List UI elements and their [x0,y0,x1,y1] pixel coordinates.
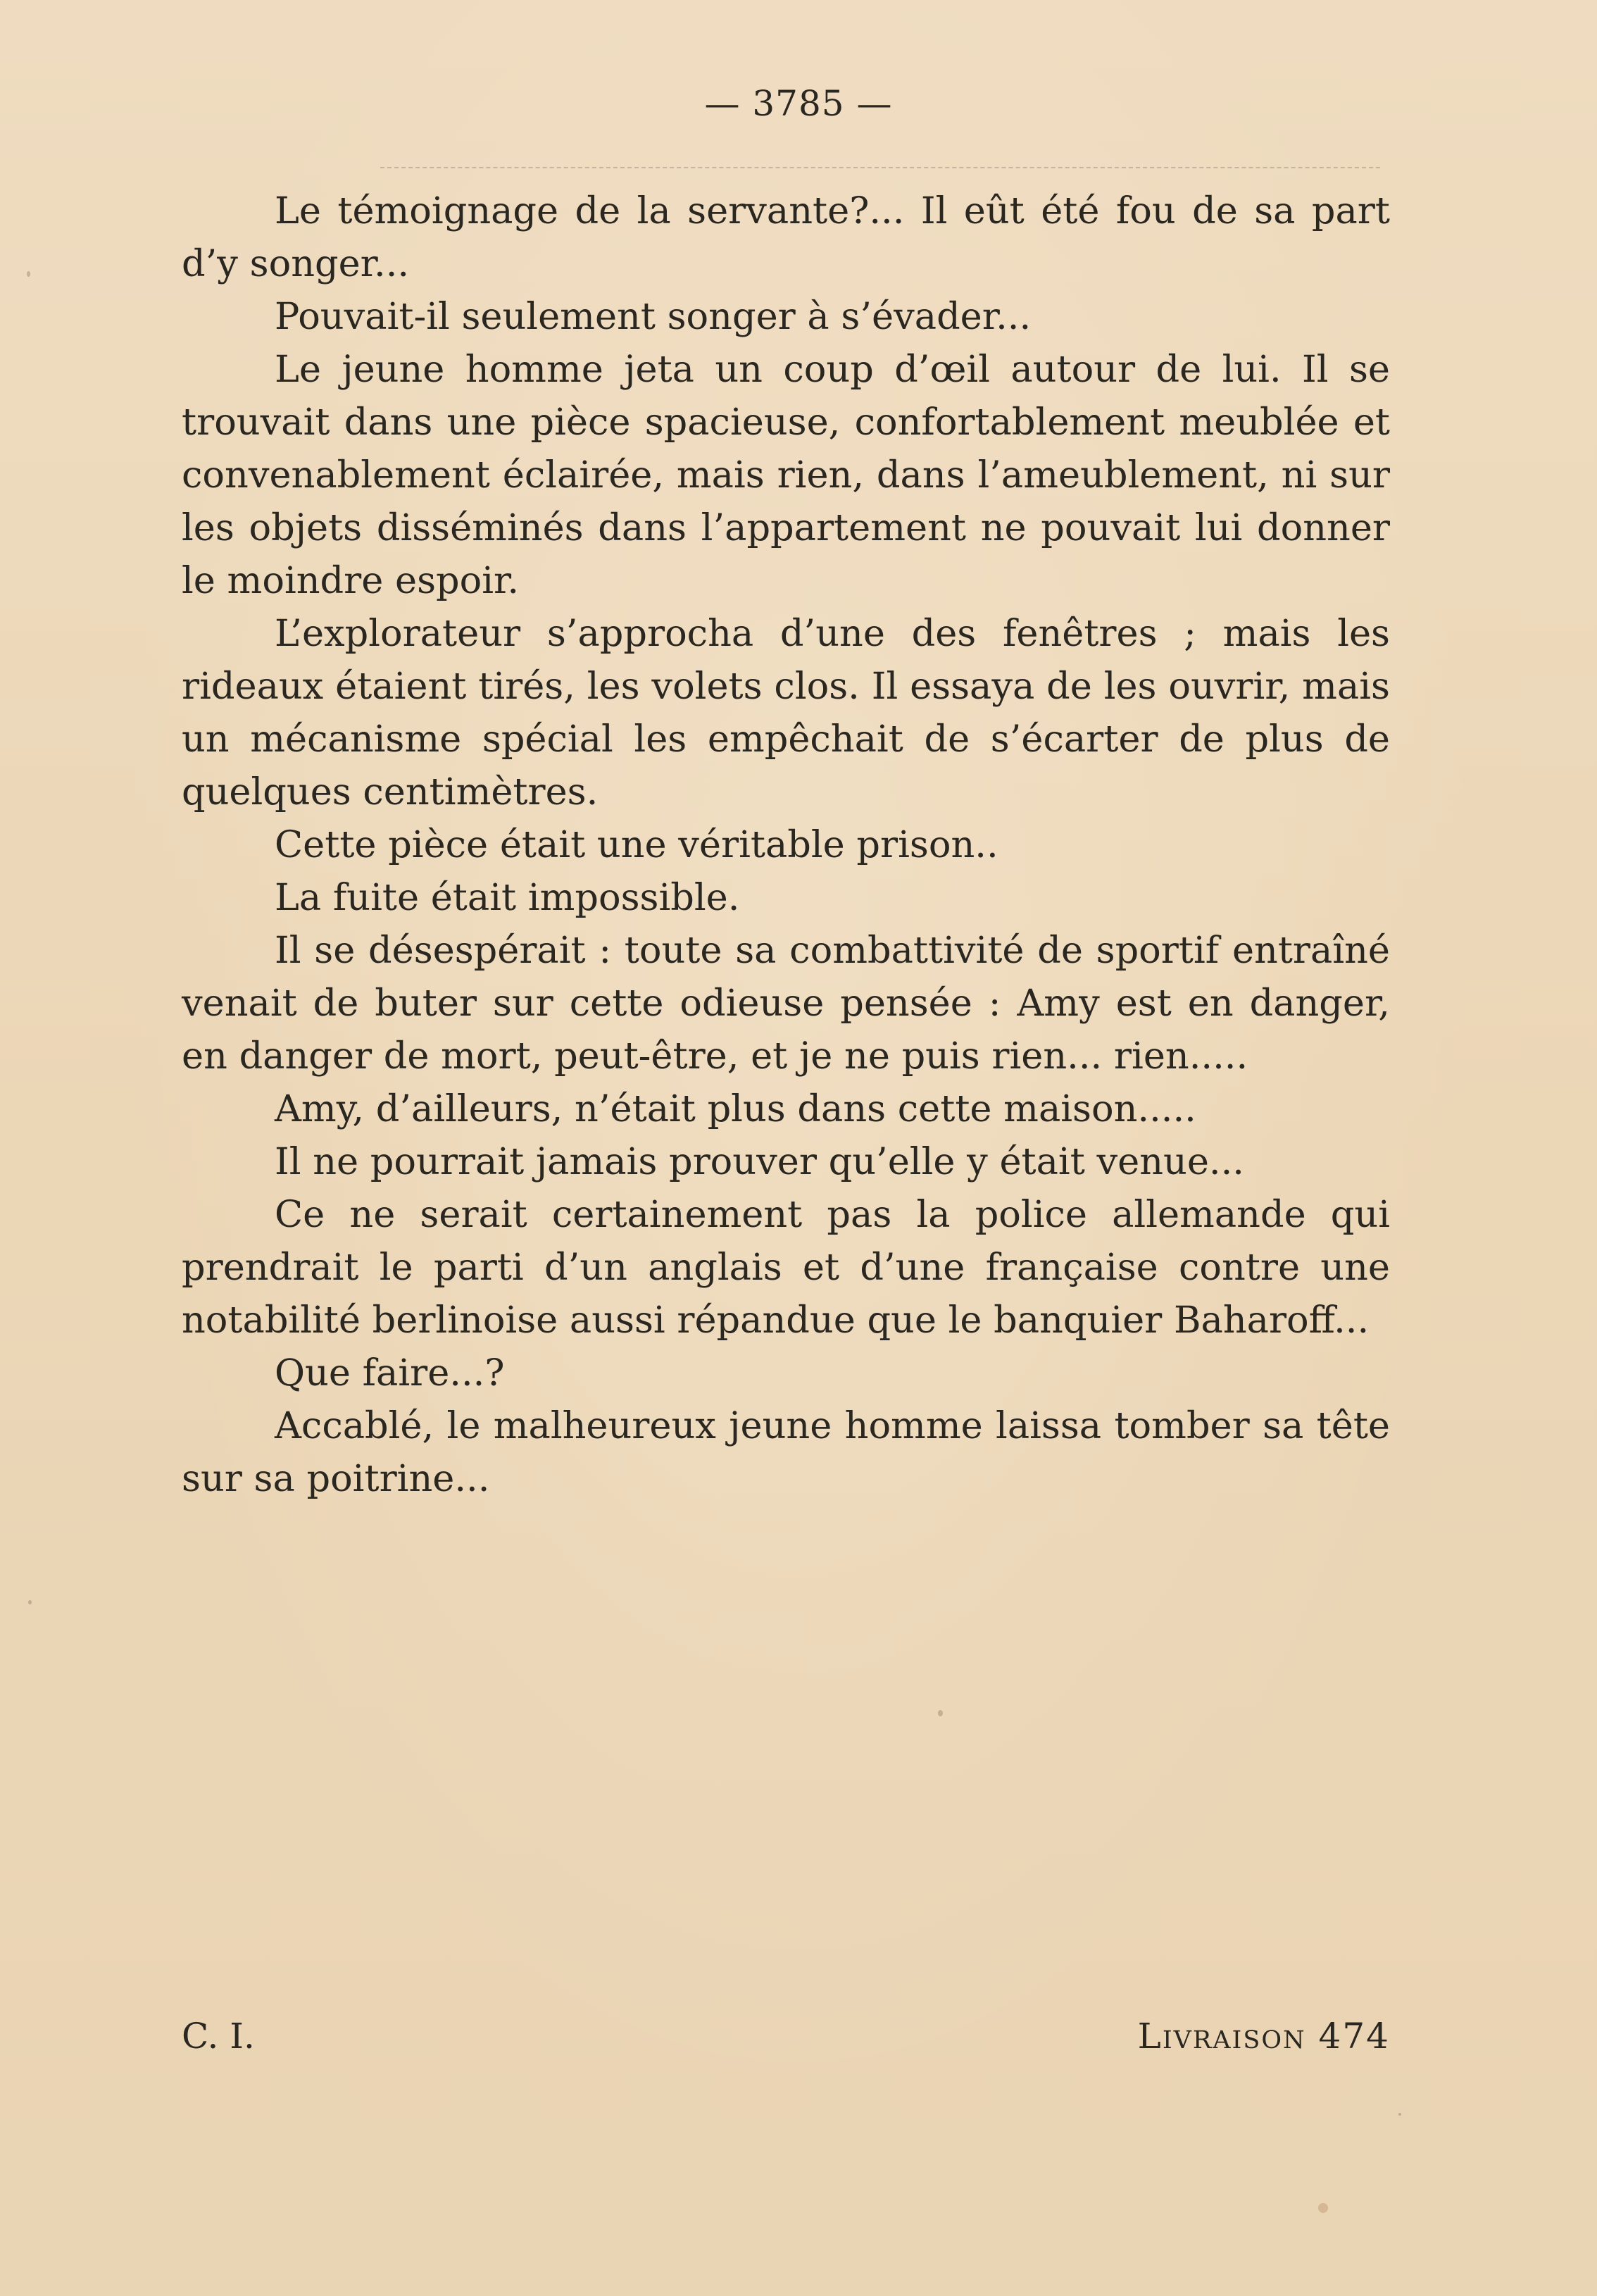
paragraph: L’explorateur s’approcha d’une des fenêtres ; mais les rideaux étaient tirés, les volets clos. Il essaya de les ouvrir, mais un mécanisme spécial les empêchait de s’écarter de plus de quelques centimètres. [182,612,1390,813]
header-rule [380,167,1380,168]
paragraph: Le témoignage de la servante?... Il eût été fou de sa part d’y songer... [182,189,1390,285]
paper-speck [27,271,30,277]
paper-speck [938,1710,943,1716]
paragraph: Il se désespérait : toute sa combattivité de sportif entraîné venait de buter sur cette odieuse pensée : Amy est en danger, en danger de mort, peut-être, et je ne puis rien... rien..... [182,929,1390,1078]
paragraph: Cette pièce était une véritable prison.. [275,823,998,866]
paragraph: Accablé, le malheureux jeune homme laissa tomber sa tête sur sa poitrine... [182,1404,1390,1500]
page-number-header: — 3785 — [704,83,893,124]
paper-speck [1398,2113,1401,2116]
page-footer [182,2016,1390,2065]
paragraph: Que faire...? [275,1352,505,1395]
paper-speck [28,1600,32,1604]
footer-signature-mark: C. I. [182,2016,255,2057]
body-text [182,185,1390,1505]
paper-speck [1318,2203,1328,2213]
paragraph: La fuite était impossible. [275,876,740,919]
paragraph: Amy, d’ailleurs, n’était plus dans cette maison..... [275,1087,1196,1130]
paragraph: Le jeune homme jeta un coup d’œil autour de lui. Il se trouvait dans une pièce spacieuse, confortablement meublée et convenablement éclairée, mais rien, dans l’ameublement, ni sur les objets disséminés dans l’appartement ne pouvait lui donner le moindre espoir. [182,348,1390,602]
paragraph: Ce ne serait certainement pas la police allemande qui prendrait le parti d’un anglais et d’une française contre une notabilité berlinoise aussi répandue que le banquier Baharoff... [182,1193,1390,1342]
footer-livraison: Livraison 474 [1137,2016,1390,2057]
paragraph: Il ne pourrait jamais prouver qu’elle y était venue... [275,1140,1244,1183]
paragraph: Pouvait-il seulement songer à s’évader... [275,295,1032,338]
